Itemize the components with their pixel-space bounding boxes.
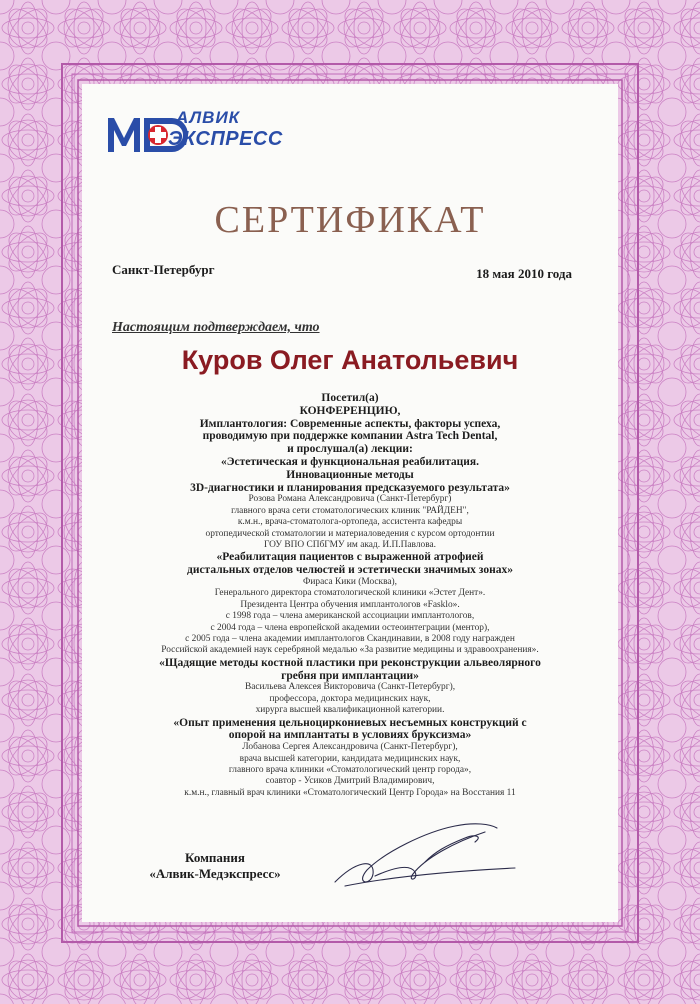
body-line: «Опыт применения цельноциркониевых несъемных конструкций с <box>173 716 527 729</box>
body-line: Васильева Алексея Викторовича (Санкт-Петербург), <box>244 682 456 693</box>
body-line: к.м.н., врача-стоматолога-ортопеда, ассистента кафедры <box>237 517 463 528</box>
body-line: ГОУ ВПО СПбГМУ им акад. И.П.Павлова. <box>263 540 437 550</box>
body-line: Фираса Кики (Москва), <box>302 577 398 587</box>
certificate-body <box>120 392 580 799</box>
body-line: хирурга высшей квалификационной категории. <box>255 705 445 716</box>
body-line: главного врача сети стоматологических клиник "РАЙДЕН", <box>231 505 469 516</box>
body-line: «Эстетическая и функциональная реабилитация. <box>220 455 480 468</box>
body-line: Президента Центра обучения имплантологов «Fasklo». <box>240 599 460 610</box>
body-line: проводимую при поддержке компании Astra Tech Dental, <box>202 430 498 443</box>
body-line: 3D-диагностики и планирования предсказуемого результата» <box>190 481 510 494</box>
certificate-title: СЕРТИФИКАТ <box>214 199 486 241</box>
body-line: Российской академией наук серебряной медалью «За развитие медицины и здравоохранения». <box>161 645 539 656</box>
body-line: гребня при имплантации» <box>281 669 419 682</box>
body-line: главного врача клиники «Стоматологический центр города», <box>228 765 472 776</box>
body-line: к.м.н., главный врач клиники «Стоматологический Центр Города» на Восстания 11 <box>184 787 516 798</box>
body-line: с 2004 года – члена европейской академии остеоинтеграции (ментор), <box>210 622 490 633</box>
issuing-company <box>130 850 300 882</box>
company-line1: Компания <box>185 850 245 865</box>
company-line2: «Алвик-Медэкспресс» <box>149 866 281 881</box>
body-line: Генерального директора стоматологической клиники «Эстет Дент». <box>214 588 486 599</box>
recipient-name: Куров Олег Анатольевич <box>181 345 519 375</box>
brand-name-line2: ЭКСПРЕСС <box>168 128 283 150</box>
body-line: Имплантология: Современные аспекты, факторы успеха, <box>199 417 501 430</box>
body-line: профессора, доктора медицинских наук, <box>269 693 431 704</box>
body-line: Посетил(а) <box>321 392 379 404</box>
brand-name-line1: АЛВИК <box>176 108 241 127</box>
body-line: с 2005 года – члена академии имплантологов Скандинавии, в 2008 году награжден <box>185 634 515 645</box>
body-line: Инновационные методы <box>286 468 414 481</box>
body-line: Лобанова Сергея Александровича (Санкт-Петербург), <box>242 742 458 753</box>
confirmation-text: Настоящим подтверждаем, что <box>112 320 320 335</box>
body-line: опорой на имплантаты в условиях бруксизма» <box>228 729 472 742</box>
body-line: с 1998 года – члена американской ассоциации имплантологов, <box>225 611 475 622</box>
body-line: КОНФЕРЕНЦИЮ, <box>299 404 401 417</box>
city: Санкт-Петербург <box>112 262 215 277</box>
issue-date: 18 мая 2010 года <box>476 266 572 281</box>
body-line: дистальных отделов челюстей и эстетически значимых зонах» <box>187 564 513 577</box>
body-line: врача высшей категории, кандидата медицинских наук, <box>239 753 461 764</box>
body-line: «Реабилитация пациентов с выраженной атрофией <box>216 551 484 564</box>
body-line: соавтор - Усиков Дмитрий Владимирович, <box>265 776 435 787</box>
body-line: Розова Романа Александровича (Санкт-Петербург) <box>248 494 452 505</box>
signature-icon <box>315 812 535 892</box>
body-line: и прослушал(а) лекции: <box>287 443 413 456</box>
body-line: ортопедической стоматологии и материаловедения с курсом ортодонтии <box>205 528 495 539</box>
body-line: «Щадящие методы костной пластики при реконструкции альвеолярного <box>159 656 541 669</box>
